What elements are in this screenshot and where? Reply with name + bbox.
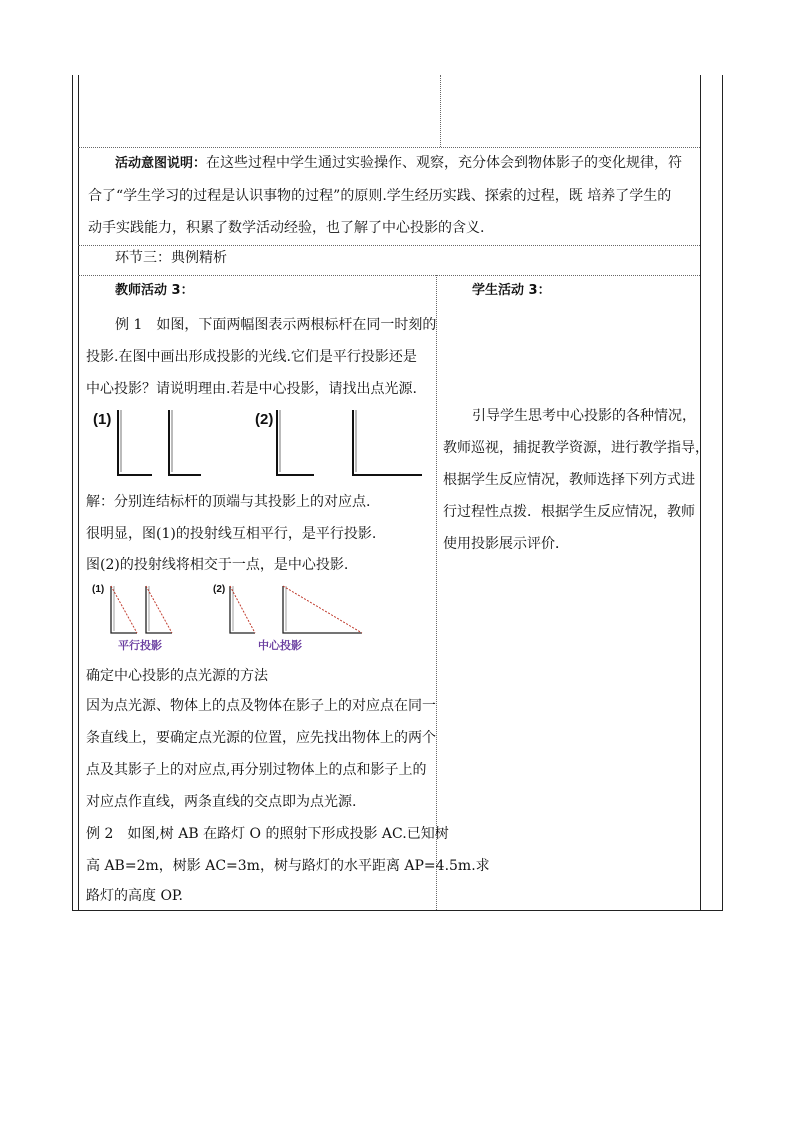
central-triangle-b — [283, 586, 362, 633]
table-right-border — [722, 75, 723, 911]
table-left-border — [72, 75, 73, 911]
student-line-3: 根据学生反应情况，教师选择下列方式进 — [443, 472, 695, 488]
method-title: 确定中心投影的点光源的方法 — [86, 668, 268, 684]
student-line-2: 教师巡视，捕捉教学资源，进行教学指导， — [443, 440, 709, 456]
method-line-1: 因为点光源、物体上的点及物体在影子上的对应点在同一 — [86, 698, 436, 714]
student-heading: 学生活动 3： — [472, 283, 551, 298]
top-row-divider — [440, 75, 441, 147]
figure1-label: (1) — [93, 411, 112, 428]
solution-line-1: 解：分别连结标杆的顶端与其投影上的对应点. — [86, 494, 371, 510]
example1-line-1: 例 1 如图，下面两幅图表示两根标杆在同一时刻的 — [115, 317, 437, 333]
figure1-pole-b — [169, 410, 201, 475]
intent-line-3: 动手实践能力，积累了数学活动经验，也了解了中心投影的含义. — [88, 220, 485, 236]
central-projection-caption: 中心投影 — [258, 640, 302, 652]
example2-line-2: 高 AB=2m，树影 AC=3m，树与路灯的水平距离 AP=4.5m.求 — [86, 858, 490, 874]
parallel-triangle-a — [111, 586, 137, 633]
example1-line-3: 中心投影？请说明理由.若是中心投影，请找出点光源. — [86, 381, 417, 397]
example2-line-3: 路灯的高度 OP. — [86, 888, 183, 904]
intent-text-1: 在这些过程中学生通过实验操作、观察，充分体会到物体影子的变化规律，符 — [206, 155, 683, 171]
teacher-heading: 教师活动 3： — [115, 283, 194, 298]
figure1-pole-a — [118, 410, 152, 475]
small-figure2-label: (2) — [213, 584, 226, 595]
figure2-pole-b — [353, 410, 422, 475]
section-title: 环节三：典例精析 — [115, 250, 227, 266]
example2-line-1: 例 2 如图,树 AB 在路灯 O 的照射下形成投影 AC.已知树 — [86, 826, 449, 842]
table-inner-right-border — [700, 75, 701, 911]
student-line-1: 引导学生思考中心投影的各种情况， — [472, 408, 696, 424]
example1-line-2: 投影.在图中画出形成投影的光线.它们是平行投影还是 — [86, 349, 417, 365]
projection-figure — [80, 578, 370, 638]
student-line-4: 行过程性点拨．根据学生反应情况，教师 — [443, 504, 695, 520]
method-line-3: 点及其影子上的对应点,再分别过物体上的点和影子上的 — [86, 762, 427, 778]
intent-line-1 — [115, 147, 682, 180]
table-inner-left-border — [78, 75, 79, 911]
solution-line-3: 图(2)的投射线将相交于一点，是中心投影. — [86, 557, 349, 573]
method-line-2: 条直线上，要确定点光源的位置，应先找出物体上的两个 — [86, 730, 436, 746]
activity-column-divider — [436, 275, 437, 910]
figure2-pole-a — [277, 410, 314, 475]
student-line-5: 使用投影展示评价． — [443, 536, 569, 552]
method-line-4: 对应点作直线，两条直线的交点即为点光源. — [86, 794, 357, 810]
figure2-label: (2) — [255, 411, 274, 428]
intent-heading: 活动意图说明： — [115, 156, 207, 171]
parallel-projection-caption: 平行投影 — [118, 640, 162, 652]
intent-line-2: 合了“学生学习的过程是认识事物的过程”的原则.学生经历实践、探索的过程，既 培养了学生的 — [88, 188, 672, 204]
central-triangle-a — [230, 586, 255, 633]
poles-figure — [80, 400, 440, 480]
parallel-triangle-b — [146, 586, 172, 633]
small-figure1-label: (1) — [92, 584, 105, 595]
solution-line-2: 很明显，图(1)的投射线互相平行，是平行投影. — [86, 526, 377, 542]
